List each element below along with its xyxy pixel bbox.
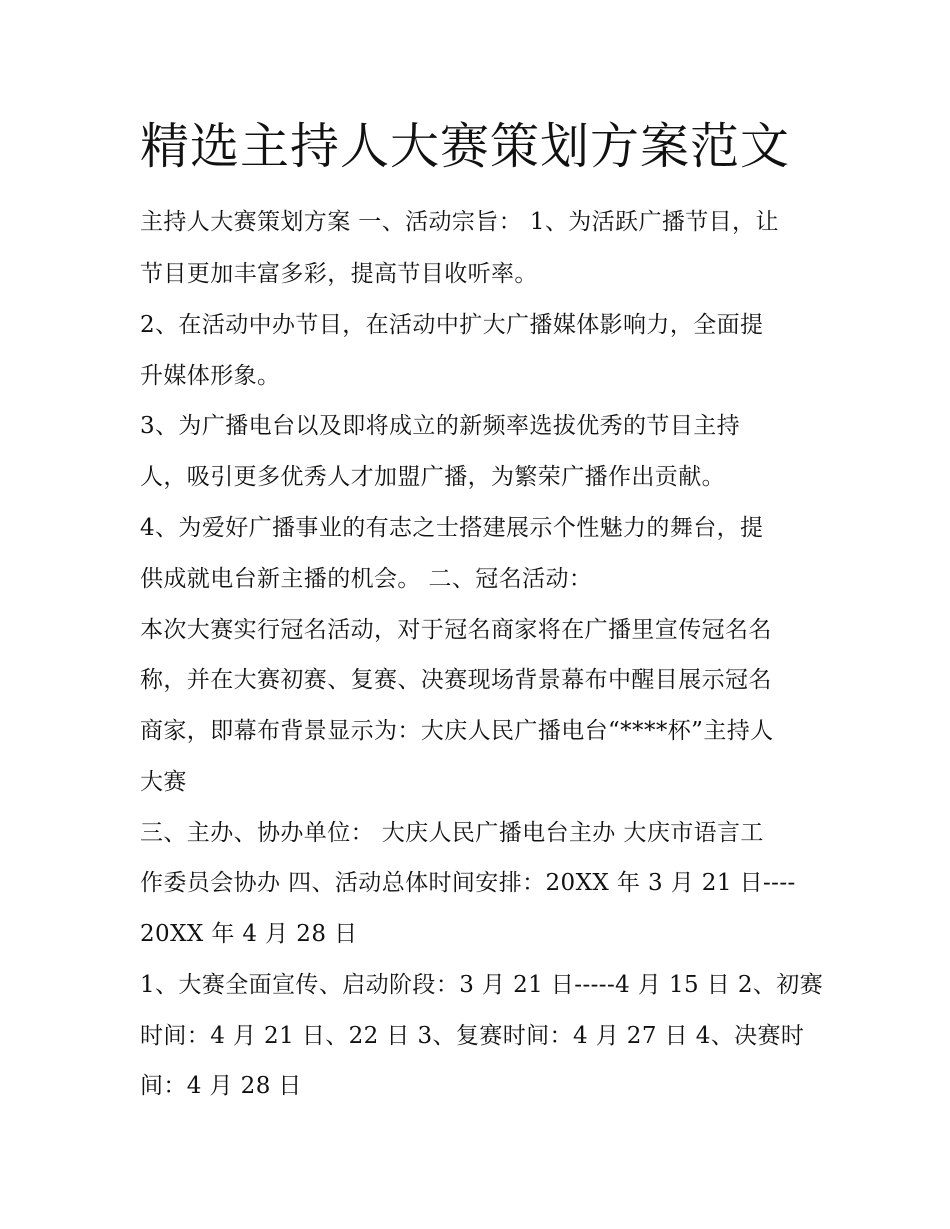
body-line: 主持人大赛策划方案 一、活动宗旨： 1、为活跃广播节目，让	[140, 209, 779, 235]
document-title: 精选主持人大赛策划方案范文	[140, 118, 791, 175]
body-line: 间：4 月 28 日	[140, 1073, 302, 1099]
body-line: 节目更加丰富多彩，提高节目收听率。	[140, 261, 538, 287]
body-line: 人，吸引更多优秀人才加盟广播，为繁荣广播作出贡献。	[140, 464, 725, 490]
body-line: 1、大赛全面宣传、启动阶段：3 月 21 日-----4 月 15 日 2、初赛	[140, 972, 824, 998]
body-line: 三、主办、协办单位： 大庆人民广播电台主办 大庆市语言工	[140, 820, 764, 846]
body-line: 3、为广播电台以及即将成立的新频率选拔优秀的节目主持	[140, 413, 741, 439]
body-line: 供成就电台新主播的机会。 二、冠名活动：	[140, 566, 593, 592]
body-line: 称，并在大赛初赛、复赛、决赛现场背景幕布中醒目展示冠名	[140, 667, 772, 693]
body-line: 本次大赛实行冠名活动，对于冠名商家将在广播里宣传冠名名	[140, 617, 772, 643]
body-line: 20XX 年 4 月 28 日	[140, 921, 358, 947]
body-line: 升媒体形象。	[140, 363, 281, 389]
body-line: 2、在活动中办节目，在活动中扩大广播媒体影响力，全面提	[140, 312, 764, 338]
body-line: 大赛	[140, 769, 187, 795]
body-line: 时间：4 月 21 日、22 日 3、复赛时间：4 月 27 日 4、决赛时	[140, 1023, 805, 1049]
body-line: 4、为爱好广播事业的有志之士搭建展示个性魅力的舞台，提	[140, 515, 764, 541]
body-line: 商家，即幕布背景显示为：大庆人民广播电台“****杯”主持人	[140, 718, 774, 744]
body-line: 作委员会协办 四、活动总体时间安排：20XX 年 3 月 21 日----	[140, 870, 796, 896]
